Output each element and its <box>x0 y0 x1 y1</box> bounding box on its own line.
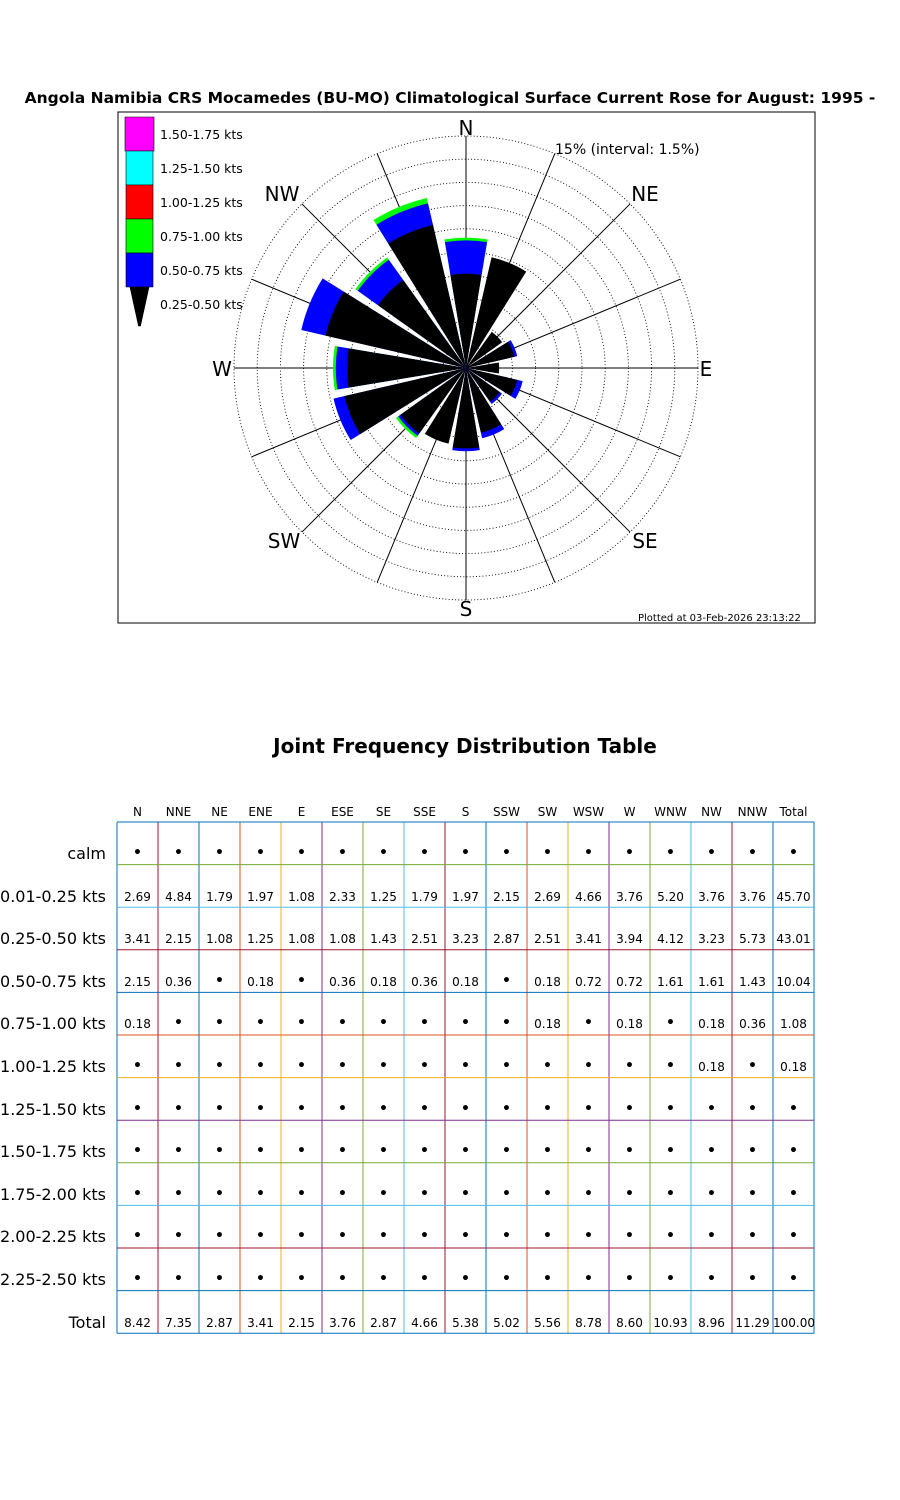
legend-label-2: 1.00-1.25 kts <box>160 195 243 210</box>
direction-label-ne: NE <box>631 182 659 206</box>
table-cell: • <box>174 845 183 861</box>
table-cell: 1.43 <box>739 974 766 989</box>
column-header-sse: SSE <box>413 805 436 819</box>
table-cell: • <box>338 1185 347 1202</box>
table-cell: • <box>215 1015 224 1032</box>
table-cell: 8.78 <box>575 1315 602 1330</box>
table-cell: • <box>789 1228 798 1245</box>
table-cell: • <box>625 1058 634 1074</box>
table-cell: • <box>338 1058 347 1074</box>
table-cell: • <box>256 1271 265 1287</box>
row-label: 1.50-1.75 kts <box>0 1142 106 1162</box>
table-cell: 0.36 <box>329 974 356 989</box>
table-cell: • <box>666 1143 675 1160</box>
table-cell: 0.36 <box>739 1017 766 1032</box>
table-cell: • <box>215 1271 224 1287</box>
table-cell: • <box>297 1271 306 1287</box>
table-cell: • <box>297 972 306 989</box>
table-cell: • <box>215 1100 224 1117</box>
table-cell: 4.84 <box>165 889 192 904</box>
table-cell: • <box>133 1228 142 1245</box>
table-cell: 2.51 <box>534 932 561 947</box>
table-cell: • <box>748 1271 757 1287</box>
table-cell: • <box>174 1015 183 1032</box>
table-cell: 0.18 <box>534 1017 561 1032</box>
table-cell: • <box>502 1185 511 1202</box>
table-cell: • <box>625 1185 634 1202</box>
table-cell: • <box>584 1015 593 1032</box>
row-label: 0.50-0.75 kts <box>0 971 106 991</box>
table-cell: • <box>748 1185 757 1202</box>
table-cell: 2.15 <box>288 1315 315 1330</box>
table-cell: • <box>133 1271 142 1287</box>
table-cell: 3.41 <box>247 1315 274 1330</box>
table-cell: 4.12 <box>657 932 684 947</box>
table-cell: 0.18 <box>616 1017 643 1032</box>
table-cell: 11.29 <box>735 1315 770 1330</box>
table-cell: • <box>174 1271 183 1287</box>
table-cell: 1.25 <box>370 889 397 904</box>
table-cell: • <box>174 1185 183 1202</box>
table-cell: 3.23 <box>698 932 725 947</box>
table-cell: • <box>338 1228 347 1245</box>
column-header-wnw: WNW <box>654 805 687 819</box>
table-cell: 0.18 <box>124 1017 151 1032</box>
table-cell: • <box>584 1228 593 1245</box>
column-header-total: Total <box>779 805 808 819</box>
table-cell: 5.02 <box>493 1315 520 1330</box>
table-cell: 5.20 <box>657 889 684 904</box>
table-cell: • <box>543 1143 552 1160</box>
direction-label-nw: NW <box>264 182 300 206</box>
table-cell: • <box>256 1100 265 1117</box>
table-cell: 45.70 <box>776 889 811 904</box>
direction-label-e: E <box>699 357 713 381</box>
table-cell: • <box>297 1185 306 1202</box>
table-cell: • <box>748 1143 757 1160</box>
table-cell: 0.36 <box>165 974 192 989</box>
table-cell: • <box>133 1185 142 1202</box>
plotted-at-footer: Plotted at 03-Feb-2026 23:13:22 <box>638 613 801 624</box>
table-cell: 2.51 <box>411 932 438 947</box>
table-cell: 0.18 <box>247 974 274 989</box>
table-cell: • <box>625 1228 634 1245</box>
table-cell: • <box>420 1015 429 1032</box>
table-cell: 0.18 <box>370 974 397 989</box>
table-cell: • <box>338 845 347 861</box>
table-cell: • <box>502 1015 511 1032</box>
table-cell: • <box>461 1228 470 1245</box>
table-cell: • <box>133 1143 142 1160</box>
table-cell: • <box>707 845 716 861</box>
table-cell: 1.97 <box>452 889 479 904</box>
table-cell: 4.66 <box>411 1315 438 1330</box>
table-cell: • <box>256 1228 265 1245</box>
table-cell: 1.79 <box>206 889 233 904</box>
column-header-w: W <box>623 805 636 819</box>
table-cell: • <box>215 1185 224 1202</box>
table-cell: • <box>379 1058 388 1074</box>
table-cell: • <box>379 1228 388 1245</box>
table-cell: 4.66 <box>575 889 602 904</box>
table-cell: • <box>379 1100 388 1117</box>
direction-label-se: SE <box>632 529 658 553</box>
column-header-nw: NW <box>701 805 722 819</box>
table-cell: 1.79 <box>411 889 438 904</box>
table-cell: 2.33 <box>329 889 356 904</box>
column-header-n: N <box>133 805 142 819</box>
table-cell: 3.76 <box>698 889 725 904</box>
table-cell: • <box>461 845 470 861</box>
table-cell: • <box>338 1271 347 1287</box>
direction-label-n: N <box>458 116 474 140</box>
row-label: 1.00-1.25 kts <box>0 1057 106 1076</box>
table-cell: • <box>256 845 265 861</box>
table-cell: • <box>461 1015 470 1032</box>
table-cell: 3.76 <box>329 1315 356 1330</box>
table-cell: • <box>502 1100 511 1117</box>
table-cell: • <box>379 1015 388 1032</box>
table-cell: • <box>133 845 142 861</box>
table-cell: • <box>379 1271 388 1287</box>
table-cell: • <box>584 845 593 861</box>
table-cell: • <box>502 1228 511 1245</box>
row-label: calm <box>67 844 106 863</box>
table-cell: • <box>297 1228 306 1245</box>
table-cell: • <box>338 1143 347 1160</box>
table-cell: • <box>502 972 511 989</box>
column-header-wsw: WSW <box>572 805 605 819</box>
table-cell: • <box>789 1100 798 1117</box>
row-label: 2.00-2.25 kts <box>0 1227 106 1247</box>
table-cell: • <box>707 1100 716 1117</box>
table-cell: • <box>461 1058 470 1074</box>
row-label: 1.25-1.50 kts <box>0 1099 106 1119</box>
table-cell: • <box>256 1143 265 1160</box>
table-cell: • <box>461 1143 470 1160</box>
table-cell: • <box>789 1185 798 1202</box>
table-cell: • <box>297 845 306 861</box>
table-cell: • <box>707 1185 716 1202</box>
chart-title: Angola Namibia CRS Mocamedes (BU-MO) Climatological Surface Current Rose for August: 1995 - <box>24 89 876 107</box>
column-header-ne: NE <box>211 805 228 819</box>
table-cell: 0.36 <box>411 974 438 989</box>
table-cell: 2.87 <box>370 1315 397 1330</box>
table-cell: • <box>666 1100 675 1117</box>
table-cell: • <box>420 845 429 861</box>
table-cell: 8.60 <box>616 1315 643 1330</box>
table-cell: 2.15 <box>493 889 520 904</box>
table-cell: • <box>502 845 511 861</box>
table-cell: 3.23 <box>452 932 479 947</box>
table-cell: • <box>215 972 224 989</box>
table-cell: 3.76 <box>739 889 766 904</box>
table-cell: 3.94 <box>616 932 643 947</box>
table-cell: • <box>420 1143 429 1160</box>
table-cell: • <box>748 1228 757 1245</box>
table-cell: • <box>543 1271 552 1287</box>
table-cell: • <box>379 1143 388 1160</box>
column-header-nnw: NNW <box>737 805 768 819</box>
table-cell: 2.69 <box>124 889 151 904</box>
table-cell: • <box>502 1143 511 1160</box>
direction-label-sw: SW <box>267 529 301 553</box>
table-cell: 2.69 <box>534 889 561 904</box>
table-cell: • <box>461 1185 470 1202</box>
table-cell: 0.72 <box>616 974 643 989</box>
table-cell: • <box>584 1143 593 1160</box>
direction-label-w: W <box>212 357 232 381</box>
table-cell: • <box>461 1271 470 1287</box>
column-header-ssw: SSW <box>492 805 521 819</box>
row-label: 0.25-0.50 kts <box>0 929 106 949</box>
table-cell: 5.73 <box>739 932 766 947</box>
table-cell: 1.08 <box>288 932 315 947</box>
legend-label-5: 0.25-0.50 kts <box>160 297 243 312</box>
table-cell: • <box>174 1058 183 1074</box>
table-cell: • <box>789 845 798 861</box>
table-title: Joint Frequency Distribution Table <box>273 734 657 758</box>
table-cell: 0.18 <box>534 974 561 989</box>
table-cell: • <box>256 1058 265 1074</box>
table-cell: 0.18 <box>698 1017 725 1032</box>
table-cell: • <box>174 1143 183 1160</box>
table-cell: • <box>215 1058 224 1074</box>
table-cell: 2.15 <box>165 932 192 947</box>
row-label: 0.01-0.25 kts <box>0 886 106 906</box>
table-cell: • <box>297 1100 306 1117</box>
table-cell: • <box>420 1185 429 1202</box>
column-header-nne: NNE <box>165 805 192 819</box>
table-cell: • <box>666 1228 675 1245</box>
table-cell: 2.87 <box>206 1315 233 1330</box>
column-header-s: S <box>461 805 470 819</box>
table-cell: • <box>133 1058 142 1074</box>
column-header-se: SE <box>375 805 392 819</box>
table-cell: • <box>379 1185 388 1202</box>
table-cell: 1.08 <box>288 889 315 904</box>
table-cell: 43.01 <box>776 932 811 947</box>
table-cell: 1.61 <box>698 974 725 989</box>
table-cell: • <box>584 1100 593 1117</box>
table-cell: 3.41 <box>575 932 602 947</box>
direction-label-s: S <box>459 597 473 621</box>
table-cell: • <box>666 1271 675 1287</box>
table-cell: • <box>625 1100 634 1117</box>
table-cell: 0.18 <box>698 1060 725 1074</box>
table-cell: 1.61 <box>657 974 684 989</box>
row-label: Total <box>68 1312 106 1332</box>
table-cell: 2.15 <box>124 974 151 989</box>
table-cell: • <box>584 1185 593 1202</box>
table-cell: • <box>133 1100 142 1117</box>
table-cell: 3.41 <box>124 932 151 947</box>
row-label: 2.25-2.50 kts <box>0 1270 106 1289</box>
table-cell: 8.96 <box>698 1315 725 1330</box>
table-cell: 0.72 <box>575 974 602 989</box>
table-cell: • <box>666 845 675 861</box>
table-cell: • <box>625 1143 634 1160</box>
table-cell: • <box>543 1058 552 1074</box>
table-cell: 1.08 <box>329 932 356 947</box>
table-cell: 1.08 <box>206 932 233 947</box>
table-cell: • <box>748 1058 757 1074</box>
table-cell: • <box>256 1185 265 1202</box>
table-cell: 1.08 <box>780 1017 807 1032</box>
table-cell: • <box>174 1228 183 1245</box>
table-cell: 3.76 <box>616 889 643 904</box>
column-header-ese: ESE <box>331 805 354 819</box>
column-header-sw: SW <box>537 805 558 819</box>
table-cell: • <box>543 1100 552 1117</box>
table-cell: 8.42 <box>124 1315 151 1330</box>
table-cell: • <box>666 1058 675 1074</box>
table-cell: • <box>379 845 388 861</box>
table-cell: • <box>297 1143 306 1160</box>
legend-label-4: 0.50-0.75 kts <box>160 263 243 278</box>
table-cell: • <box>707 1271 716 1287</box>
table-cell: • <box>707 1143 716 1160</box>
table-cell: • <box>707 1228 716 1245</box>
table-cell: 2.87 <box>493 932 520 947</box>
table-cell: 1.43 <box>370 932 397 947</box>
table-cell: 7.35 <box>165 1315 192 1330</box>
table-cell: • <box>461 1100 470 1117</box>
legend-label-3: 0.75-1.00 kts <box>160 229 243 244</box>
row-label: 1.75-2.00 kts <box>0 1184 106 1204</box>
table-cell: 10.04 <box>776 974 811 989</box>
column-header-ene: ENE <box>248 805 273 819</box>
table-cell: 5.56 <box>534 1315 561 1330</box>
table-cell: • <box>666 1015 675 1032</box>
table-cell: • <box>297 1015 306 1032</box>
table-cell: • <box>215 1228 224 1245</box>
table-cell: • <box>543 1228 552 1245</box>
table-cell: • <box>543 1185 552 1202</box>
row-label: 0.75-1.00 kts <box>0 1014 106 1034</box>
table-cell: • <box>584 1058 593 1074</box>
table-cell: 0.18 <box>452 974 479 989</box>
table-cell: • <box>420 1058 429 1074</box>
legend-label-1: 1.25-1.50 kts <box>160 161 243 176</box>
table-cell: • <box>789 1271 798 1287</box>
table-cell: • <box>338 1015 347 1032</box>
table-cell: • <box>625 1271 634 1287</box>
table-cell: • <box>584 1271 593 1287</box>
table-cell: • <box>420 1271 429 1287</box>
table-cell: 1.97 <box>247 889 274 904</box>
table-cell: • <box>256 1015 265 1032</box>
table-cell: • <box>215 1143 224 1160</box>
table-cell: • <box>748 1100 757 1117</box>
table-cell: • <box>666 1185 675 1202</box>
table-cell: 5.38 <box>452 1315 479 1330</box>
legend-label-0: 1.50-1.75 kts <box>160 127 243 142</box>
table-cell: 10.93 <box>653 1315 688 1330</box>
table-cell: • <box>297 1058 306 1074</box>
table-cell: • <box>502 1271 511 1287</box>
table-cell: • <box>174 1100 183 1117</box>
table-cell: • <box>625 845 634 861</box>
table-cell: • <box>502 1058 511 1074</box>
table-cell: • <box>338 1100 347 1117</box>
ring-scale-label: 15% (interval: 1.5%) <box>555 142 700 158</box>
table-cell: • <box>789 1143 798 1160</box>
column-header-e: E <box>297 805 306 819</box>
table-cell: 1.25 <box>247 932 274 947</box>
table-cell: • <box>215 845 224 861</box>
table-cell: 0.18 <box>780 1060 807 1074</box>
table-cell: • <box>420 1100 429 1117</box>
table-cell: • <box>420 1228 429 1245</box>
table-cell: • <box>748 845 757 861</box>
table-cell: • <box>543 845 552 861</box>
table-cell: 100.00 <box>773 1315 815 1330</box>
